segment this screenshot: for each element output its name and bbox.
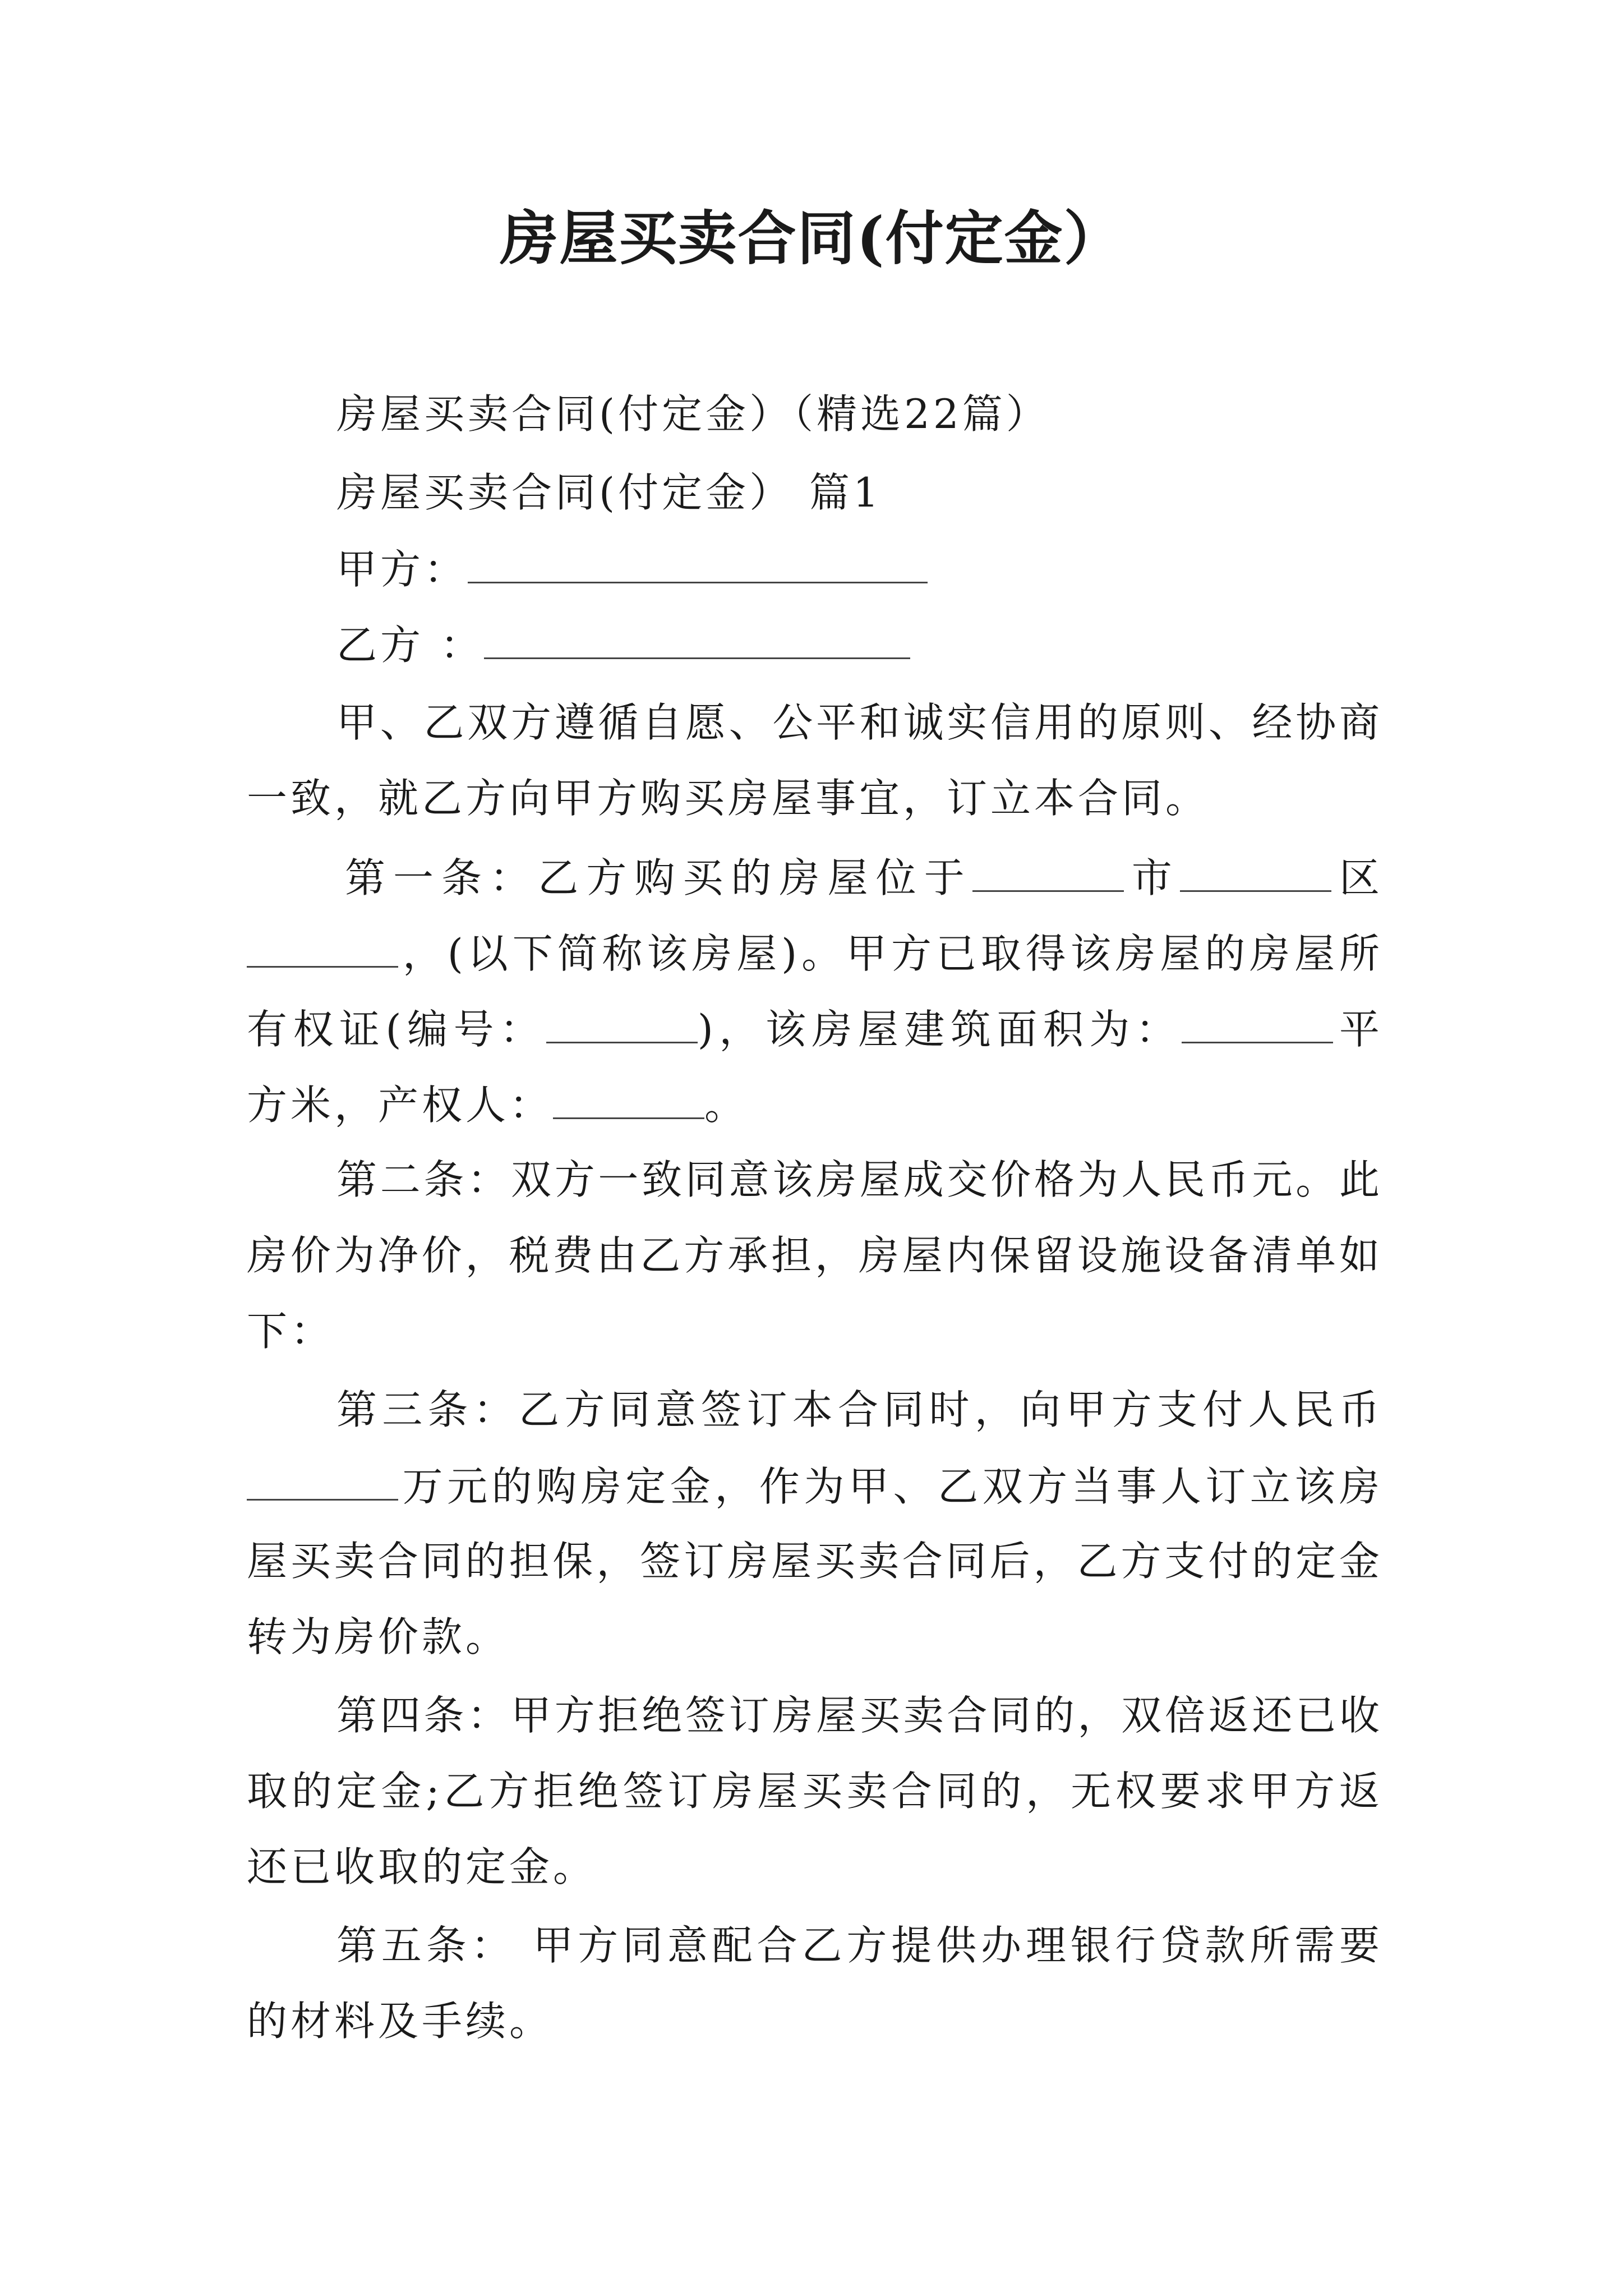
party-a-label: 甲方： xyxy=(336,546,468,593)
article-2-line-3: 下： xyxy=(247,1308,335,1355)
address-blank xyxy=(247,926,398,968)
article-1-line-4 xyxy=(247,1077,748,1132)
subtitle-chapter: 房屋买卖合同(付定金） 篇1 xyxy=(336,469,882,516)
intro-line-2: 一致，就乙方向甲方购买房屋事宜，订立本合同。 xyxy=(247,775,1210,822)
document-title: 房屋买卖合同(付定金） xyxy=(500,204,1123,273)
article-3-line-2 xyxy=(247,1458,1380,1513)
area-blank xyxy=(1182,1001,1333,1043)
certificate-number-blank xyxy=(546,1001,698,1043)
article-3-text-b: 万元的购房定金，作为甲、乙双方当事人订立该房 xyxy=(398,1463,1380,1510)
owner-blank xyxy=(553,1077,704,1119)
article-3-line-3: 屋买卖合同的担保，签订房屋买卖合同后，乙方支付的定金 xyxy=(247,1538,1380,1585)
article-2-line-1: 第二条：双方一致同意该房屋成交价格为人民币元。此 xyxy=(336,1156,1380,1203)
article-4-line-2: 取的定金;乙方拒绝签订房屋买卖合同的，无权要求甲方返 xyxy=(247,1768,1380,1815)
article-2-line-2: 房价为净价，税费由乙方承担，房屋内保留设施设备清单如 xyxy=(247,1232,1380,1279)
article-1-text-b: 市 xyxy=(1123,854,1180,901)
party-b-blank xyxy=(484,617,910,659)
article-5-line-1: 第五条： 甲方同意配合乙方提供办理银行贷款所需要 xyxy=(336,1922,1380,1969)
deposit-amount-blank xyxy=(247,1458,398,1501)
article-1-text-e: 有权证(编号： xyxy=(247,1006,546,1053)
party-a-line xyxy=(336,541,928,596)
party-b-line xyxy=(336,617,910,672)
intro-line-1: 甲、乙双方遵循自愿、公平和诚实信用的原则、经协商 xyxy=(336,699,1380,746)
article-1-line-2 xyxy=(247,926,1380,981)
article-4-line-1: 第四条：甲方拒绝签订房屋买卖合同的，双倍返还已收 xyxy=(336,1692,1380,1739)
article-4-line-3: 还已收取的定金。 xyxy=(247,1843,597,1890)
article-1-text-i: 。 xyxy=(704,1082,749,1129)
party-a-blank xyxy=(468,541,928,583)
city-blank xyxy=(972,850,1124,892)
article-3-line-1: 第三条：乙方同意签订本合同时，向甲方支付人民币 xyxy=(336,1386,1380,1433)
article-1-text-a: 第一条：乙方购买的房屋位于 xyxy=(345,854,972,901)
article-1-text-g: 平 xyxy=(1333,1006,1380,1053)
article-1-text-f: )，该房屋建筑面积为： xyxy=(697,1006,1182,1053)
article-1-text-c: 区 xyxy=(1331,854,1380,901)
article-1-line-1 xyxy=(345,850,1380,905)
article-5-line-2: 的材料及手续。 xyxy=(247,1998,554,2045)
district-blank xyxy=(1180,850,1331,892)
party-b-label: 乙方 ： xyxy=(336,622,484,669)
article-3-line-4: 转为房价款。 xyxy=(247,1613,510,1660)
article-1-text-h: 方米，产权人： xyxy=(247,1082,554,1129)
article-1-line-3 xyxy=(247,1001,1380,1056)
article-1-text-d: ，(以下简称该房屋)。甲方已取得该房屋的房屋所 xyxy=(398,930,1380,977)
subtitle-collection: 房屋买卖合同(付定金）（精选22篇） xyxy=(336,390,1050,438)
